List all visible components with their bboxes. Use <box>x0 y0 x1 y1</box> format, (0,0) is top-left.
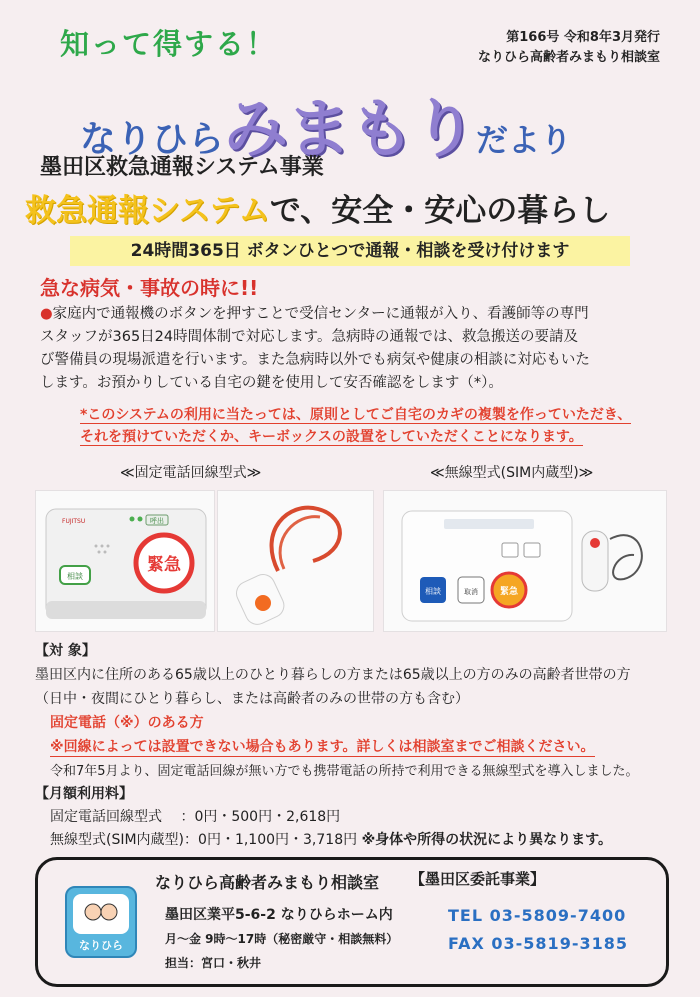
staff-names: 担当：宮口・秋井 <box>165 956 262 970</box>
tel-number[interactable]: TEL 03-5809-7400 <box>448 906 627 925</box>
office-address: 墨田区業平5-6-2 なりひらホーム内 <box>165 907 393 923</box>
wireless-cancel-label: 取消 <box>464 588 478 596</box>
fee-landline <box>50 806 340 826</box>
wireless-device-illustration <box>384 491 666 631</box>
brand-label: FUJITSU <box>62 518 86 525</box>
service-banner: 24時間365日 ボタンひとつで通報・相談を受け付けます <box>70 236 630 266</box>
fee-landline-value: ：0円・500円・2,618円 <box>180 809 341 825</box>
fees-heading: 【月額利用料】 <box>35 786 133 802</box>
wireless-type-label: ≪無線型式(SIM内蔵型)≫ <box>430 465 594 481</box>
key-note-line: それを預けていただくか、キーボックスの設置をしていただくことになります。 <box>80 429 583 445</box>
headline <box>25 185 610 230</box>
logo-icon <box>65 886 137 958</box>
issue-number: 第166号 令和8年3月発行 <box>506 30 660 45</box>
commission-label: 【墨田区委託事業】 <box>410 870 546 888</box>
fee-landline-label: 固定電話回線型式 <box>50 809 162 825</box>
title-part-1: なりひら <box>80 119 225 160</box>
issue-info <box>478 28 660 68</box>
emergency-button-label: 緊急 <box>147 555 181 575</box>
title-part-3: だより <box>476 121 573 159</box>
tagline: 知って得する！ <box>60 27 278 61</box>
title-part-2: みまもり <box>224 93 477 167</box>
target-line-note: ※回線によっては設置できない場合もあります。詳しくは相談室までご相談ください。 <box>50 736 595 757</box>
wireless-consult-label: 相談 <box>425 587 441 596</box>
fax-number: FAX 03-5819-3185 <box>448 934 628 953</box>
key-note-line: *このシステムの利用に当たっては、原則としてご自宅のカギの複製を作っていただき、 <box>80 407 632 423</box>
landline-device-photo <box>35 490 215 632</box>
target-wireless-note: 令和7年5月より、固定電話回線が無い方でも携帯電話の所持で利用できる無線型式を導入しました。 <box>50 764 639 779</box>
target-line: （日中・夜間にひとり暮らし、または高齢者のみの世帯の方も含む） <box>35 691 469 707</box>
fee-wireless <box>50 829 612 849</box>
wireless-emergency-label: 緊急 <box>499 587 519 597</box>
logo-graphic <box>67 888 135 956</box>
emergency-subhead: 急な病気・事故の時に!! <box>40 276 259 300</box>
key-note <box>80 404 660 448</box>
description-line: スタッフが365日24時間体制で対応します。急病時の通報では、救急搬送の要請及 <box>40 329 578 345</box>
landline-type-label: ≪固定電話回線型式≫ <box>120 465 262 481</box>
publisher: なりひら高齢者みまもり相談室 <box>477 50 660 65</box>
pendant-photo <box>217 490 374 632</box>
fee-note: ※身体や所得の状況により異なります。 <box>361 832 613 848</box>
target-heading: 【対 象】 <box>35 643 96 659</box>
pendant-illustration <box>218 491 373 631</box>
bullet-icon: ● <box>40 306 53 322</box>
description <box>40 303 670 395</box>
logo-text: なりひら <box>79 939 123 952</box>
headline-highlight: 救急通報システム <box>25 193 270 229</box>
fee-wireless-label: 無線型式(SIM内蔵型) <box>50 832 185 848</box>
headline-rest: で、安全・安心の暮らし <box>269 193 611 229</box>
consult-button-label: 相談 <box>67 572 83 581</box>
description-line: ●家庭内で通報機のボタンを押すことで受信センターに通報が入り、看護師等の専門 <box>40 306 589 322</box>
description-line: び警備員の現場派遣を行います。また急病時以外でも病気や健康の相談に対応もいた <box>40 352 590 368</box>
top-button-label: 呼出 <box>150 517 164 525</box>
office-name: なりひら高齢者みまもり相談室 <box>155 873 380 892</box>
description-line: します。お預かりしている自宅の鍵を使用して安否確認をします（*）。 <box>40 375 503 391</box>
target-line: 墨田区内に住所のある65歳以上のひとり暮らしの方または65歳以上の方のみの高齢者世帯の方 <box>35 667 631 683</box>
fee-wireless-value: ：0円・1,100円・3,718円 <box>184 832 358 848</box>
office-hours: 月～金 9時～17時（秘密厳守・相談無料） <box>165 932 399 946</box>
wireless-device-photo <box>383 490 667 632</box>
section-title: 墨田区救急通報システム事業 <box>40 155 324 180</box>
target-landline-required: 固定電話（※）のある方 <box>50 715 204 731</box>
landline-device-illustration <box>36 491 214 631</box>
